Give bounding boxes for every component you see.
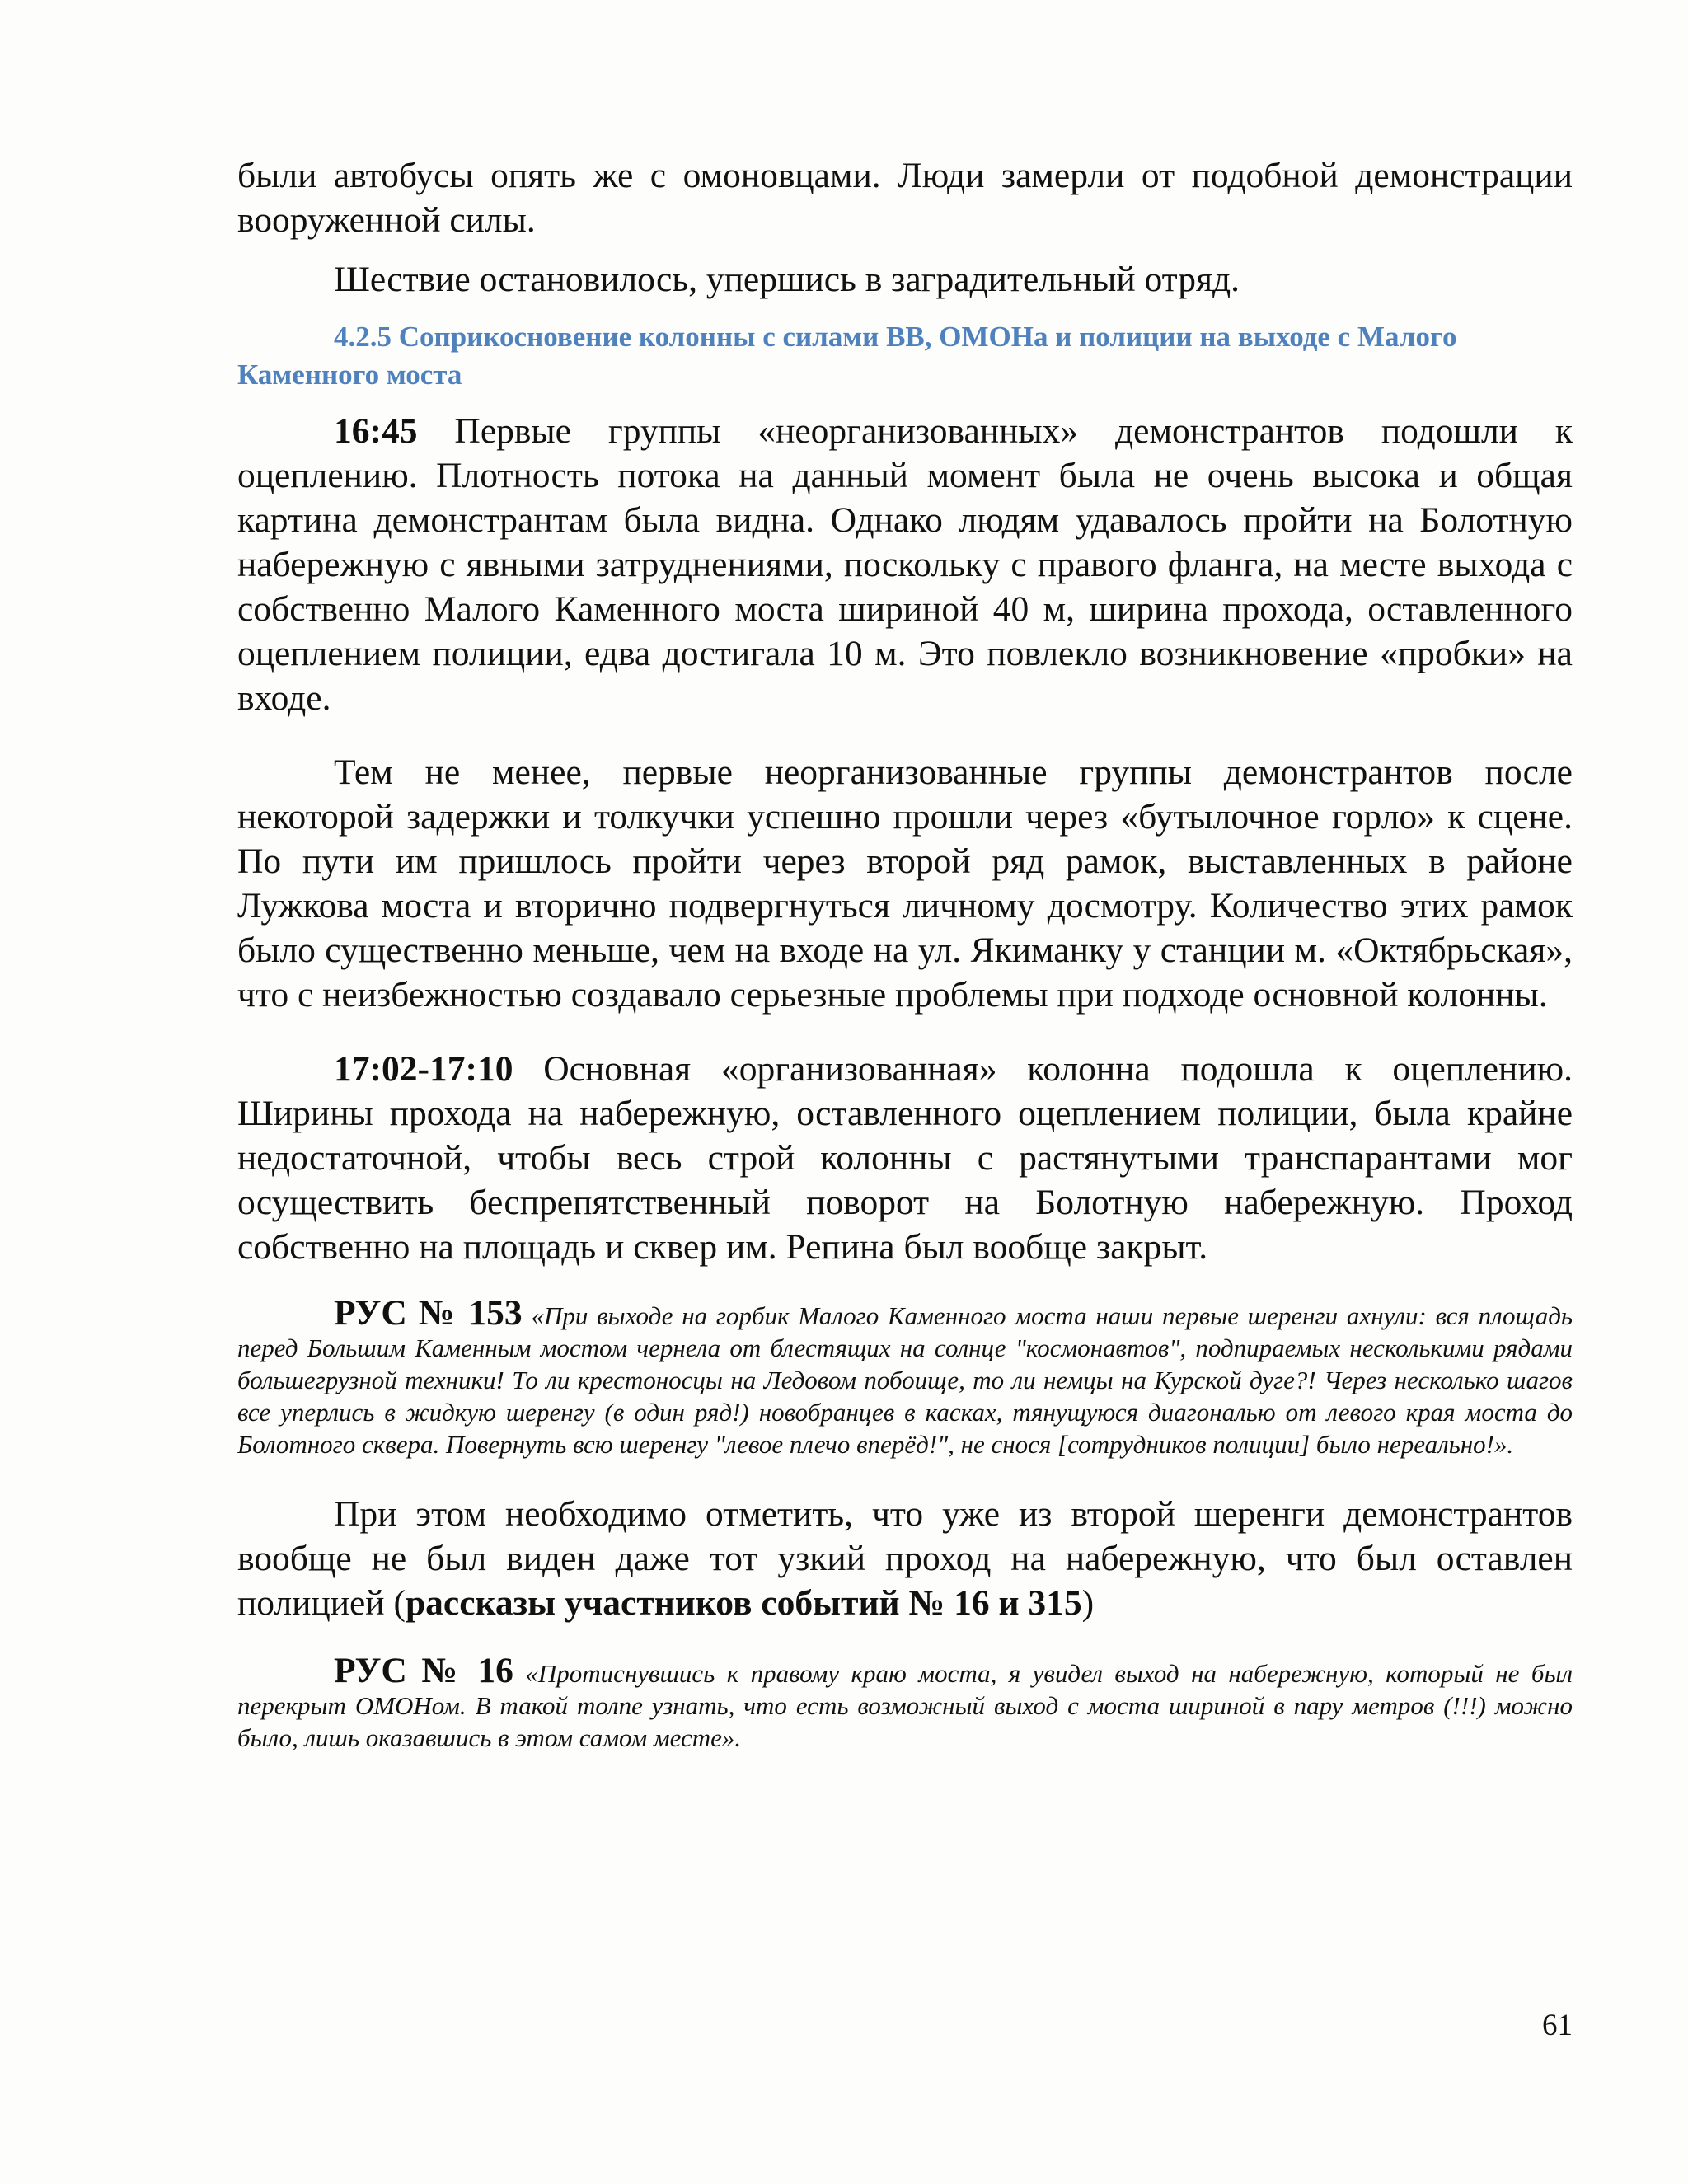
paragraph-note-text: При этом необходимо отметить, что уже из второй шеренги демонстрантов вообще не был виден даже тот узкий проход на набережную, что был оставлен полицией ( bbox=[237, 1494, 1573, 1623]
paragraph-note bbox=[237, 1492, 1573, 1625]
page-number: 61 bbox=[1542, 2008, 1573, 2042]
quote-rus-16 bbox=[237, 1651, 1573, 1754]
timestamp-1645: 16:45 bbox=[334, 411, 418, 451]
quote-text-16: «Протиснувшись к правому краю моста, я увидел выход на набережную, который не был перекрыт ОМОНом. В такой толпе узнать, что есть возможный выход с моста шириной в пару метров (!!!) можно было, лишь оказавшись в этом самом месте». bbox=[237, 1659, 1573, 1752]
quote-text-153: «При выходе на горбик Малого Каменного моста наши первые шеренги ахнули: вся площадь перед Большим Каменным мостом чернела от блестящих на солнце "космонавтов", подпираемых несколькими рядами большегрузной техники! То ли крестоносцы на Ледовом побоище, то ли немцы на Курской дуге?! Через несколько шагов все уперлись в жидкую шеренгу (в один ряд!) новобранцев в касках, тянущуюся диагональю от левого края моста до Болотного сквера. Повернуть всю шеренгу "левое плечо вперёд!", не снося [сотрудников полиции] было нереально!». bbox=[237, 1301, 1573, 1459]
quote-rus-153 bbox=[237, 1293, 1573, 1460]
paragraph-groups: Тем не менее, первые неорганизованные группы демонстрантов после некоторой задержки и толкучки успешно прошли через «бутылочное горло» к сцене. По пути им пришлось пройти через второй ряд рамок, выставленных в районе Лужкова моста и вторично подвергнуться личному досмотру. Количество этих рамок было существенно меньше, чем на входе на ул. Якиманку у станции м. «Октябрьская», что с неизбежностью создавало серьезные проблемы при подходе основной колонны. bbox=[237, 752, 1573, 1015]
section-heading: 4.2.5 Соприкосновение колонны с силами ВВ, ОМОНа и полиции на выходе с Малого Каменного моста bbox=[237, 321, 1457, 391]
paragraph-note-tail: ) bbox=[1081, 1583, 1095, 1623]
timestamp-1702: 17:02-17:10 bbox=[334, 1049, 513, 1089]
quote-label-16: РУС № 16 bbox=[334, 1651, 513, 1690]
quote-label-153: РУС № 153 bbox=[334, 1293, 523, 1333]
paragraph-1645 bbox=[237, 409, 1573, 720]
continuation-paragraph: были автобусы опять же с омоновцами. Люди замерли от подобной демонстрации вооруженной силы. bbox=[237, 156, 1573, 240]
paragraph-1645-text: Первые группы «неорганизованных» демонстрантов подошли к оцеплению. Плотность потока на данный момент была не очень высока и общая картина демонстрантам была видна. Однако людям удавалось пройти на Болотную набережную с явными затруднениями, поскольку с правого фланга, на месте выхода с собственно Малого Каменного моста шириной 40 м, ширина прохода, оставленного оцеплением полиции, едва достигала 10 м. Это повлекло возникновение «пробки» на входе. bbox=[237, 411, 1573, 718]
paragraph-1702 bbox=[237, 1047, 1573, 1269]
page-content bbox=[237, 153, 1573, 1754]
march-stopped-paragraph: Шествие остановилось, упершись в заградительный отряд. bbox=[334, 260, 1240, 299]
participants-reference: рассказы участников событий № 16 и 315 bbox=[405, 1583, 1082, 1623]
paragraph-1702-text: Основная «организованная» колонна подошла к оцеплению. Ширины прохода на набережную, оставленного оцеплением полиции, была крайне недостаточной, чтобы весь строй колонны с растянутыми транспарантами мог осуществить беспрепятственный поворот на Болотную набережную. Проход собственно на площадь и сквер им. Репина был вообще закрыт. bbox=[237, 1049, 1573, 1267]
